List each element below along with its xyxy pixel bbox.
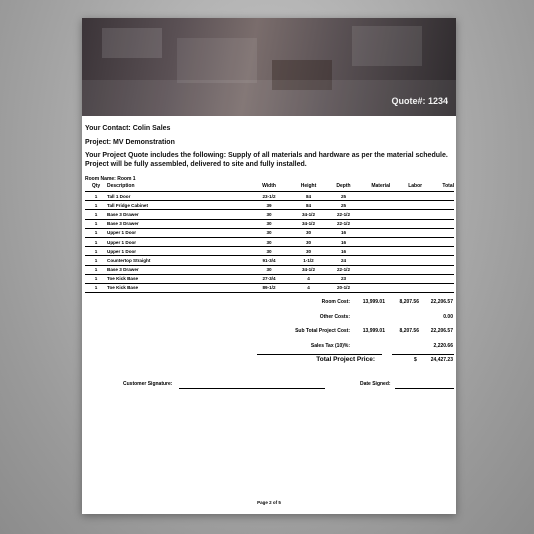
- cell-width: 30: [247, 219, 291, 228]
- table-row: [85, 237, 454, 246]
- cell-height: 84: [291, 201, 326, 210]
- cell-depth: 22-1/2: [326, 219, 361, 228]
- subtotal-label: Sub Total Project Cost:: [295, 328, 350, 334]
- date-signed-line[interactable]: [395, 388, 454, 389]
- table-row: [85, 247, 454, 256]
- cell-width: 23-1/2: [247, 192, 291, 201]
- cell-depth: 23: [326, 274, 361, 283]
- cell-depth: 25: [326, 192, 361, 201]
- customer-signature-label: Customer Signature:: [123, 381, 173, 387]
- col-total: Total: [430, 182, 454, 192]
- cell-height: 4: [291, 274, 326, 283]
- room-cost-label: Room Cost:: [321, 299, 350, 305]
- cell-desc: Upper 1 Door: [107, 237, 247, 246]
- col-height: Height: [291, 182, 326, 192]
- quote-intro: [85, 151, 453, 169]
- cell-desc: Upper 1 Door: [107, 228, 247, 237]
- cell-qty: 1: [85, 283, 107, 292]
- table-row: [85, 274, 454, 283]
- cell-height: 1-1/2: [291, 256, 326, 265]
- table-header-row: [85, 182, 454, 192]
- cell-height: 4: [291, 283, 326, 292]
- cell-qty: 1: [85, 265, 107, 274]
- table-row: [85, 219, 454, 228]
- cell-depth: 25: [326, 201, 361, 210]
- intro-line-2: Project will be fully assembled, delivered to site and fully installed.: [85, 161, 307, 168]
- cell-qty: 1: [85, 247, 107, 256]
- total-rule-left: [257, 354, 382, 355]
- room-cost-material: 13,999.01: [362, 299, 385, 305]
- cell-desc: Upper 1 Door: [107, 247, 247, 256]
- kitchen-banner-image: [82, 18, 456, 116]
- cell-qty: 1: [85, 237, 107, 246]
- cell-depth: 24: [326, 256, 361, 265]
- items-table: [85, 182, 454, 293]
- cell-width: 30: [247, 210, 291, 219]
- cell-height: 30: [291, 228, 326, 237]
- total-price-currency: $: [414, 357, 417, 363]
- cell-height: 30: [291, 247, 326, 256]
- cell-depth: 16: [326, 247, 361, 256]
- cell-qty: 1: [85, 274, 107, 283]
- total-price-label: Total Project Price:: [316, 356, 375, 363]
- table-row: [85, 265, 454, 274]
- project-line: Project: MV Demonstration: [85, 139, 175, 146]
- col-qty: Qty: [85, 182, 107, 192]
- cell-height: 30: [291, 237, 326, 246]
- cell-desc: Toe Kick Base: [107, 274, 247, 283]
- contact-line: Your Contact: Colin Sales: [85, 125, 171, 132]
- cell-qty: 1: [85, 228, 107, 237]
- cell-width: 39: [247, 201, 291, 210]
- cell-depth: 16: [326, 228, 361, 237]
- cell-qty: 1: [85, 192, 107, 201]
- cell-width: 30: [247, 228, 291, 237]
- date-signed-label: Date Signed:: [360, 381, 391, 387]
- cell-height: 84: [291, 192, 326, 201]
- subtotal-labor: 8,207.56: [399, 328, 419, 334]
- col-description: Description: [107, 182, 247, 192]
- cell-qty: 1: [85, 219, 107, 228]
- col-depth: Depth: [326, 182, 361, 192]
- room-cost-labor: 8,207.56: [399, 299, 419, 305]
- cell-depth: 22-1/2: [326, 265, 361, 274]
- col-width: Width: [247, 182, 291, 192]
- sales-tax-label: Sales Tax (10)%:: [310, 343, 350, 349]
- quote-page: [82, 18, 456, 514]
- cell-height: 34-1/2: [291, 210, 326, 219]
- room-name: Room Name: Room 1: [85, 176, 136, 182]
- cell-height: 34-1/2: [291, 219, 326, 228]
- cell-desc: Base 3 Drawer: [107, 219, 247, 228]
- cell-width: 30: [247, 237, 291, 246]
- cell-desc: Base 3 Drawer: [107, 265, 247, 274]
- cell-qty: 1: [85, 210, 107, 219]
- cell-depth: 16: [326, 237, 361, 246]
- intro-line-1: Your Project Quote includes the following: Supply of all materials and hardware as per the material schedule.: [85, 152, 448, 159]
- customer-signature-line[interactable]: [179, 388, 325, 389]
- cell-width: 89-1/2: [247, 283, 291, 292]
- sales-tax-total: 2,220.66: [433, 343, 453, 349]
- cell-desc: Countertop Straight: [107, 256, 247, 265]
- table-row: [85, 283, 454, 292]
- table-row: [85, 256, 454, 265]
- total-price-total: 24,427.23: [430, 357, 453, 363]
- page-number: Page 2 of 5: [257, 500, 281, 505]
- other-costs-total: 0.00: [443, 314, 453, 320]
- cell-qty: 1: [85, 256, 107, 265]
- cell-qty: 1: [85, 201, 107, 210]
- cell-width: 91-3/4: [247, 256, 291, 265]
- table-row: [85, 210, 454, 219]
- cell-desc: Base 3 Drawer: [107, 210, 247, 219]
- cell-depth: 22-1/2: [326, 210, 361, 219]
- cell-desc: Tall Fridge Cabinet: [107, 201, 247, 210]
- table-row: [85, 228, 454, 237]
- cell-width: 30: [247, 247, 291, 256]
- cell-height: 34-1/2: [291, 265, 326, 274]
- other-costs-label: Other Costs:: [319, 314, 350, 320]
- col-material: Material: [361, 182, 401, 192]
- cell-width: 30: [247, 265, 291, 274]
- subtotal-total: 22,206.57: [430, 328, 453, 334]
- cell-depth: 20-1/2: [326, 283, 361, 292]
- cell-desc: Toe Kick Base: [107, 283, 247, 292]
- room-cost-total: 22,206.57: [430, 299, 453, 305]
- subtotal-material: 13,999.01: [362, 328, 385, 334]
- cell-desc: Tall 1 Door: [107, 192, 247, 201]
- table-row: [85, 192, 454, 201]
- quote-number: Quote#: 1234: [391, 96, 448, 106]
- table-row: [85, 201, 454, 210]
- total-rule-right: [392, 354, 454, 355]
- cell-width: 27-3/4: [247, 274, 291, 283]
- col-labor: Labor: [401, 182, 430, 192]
